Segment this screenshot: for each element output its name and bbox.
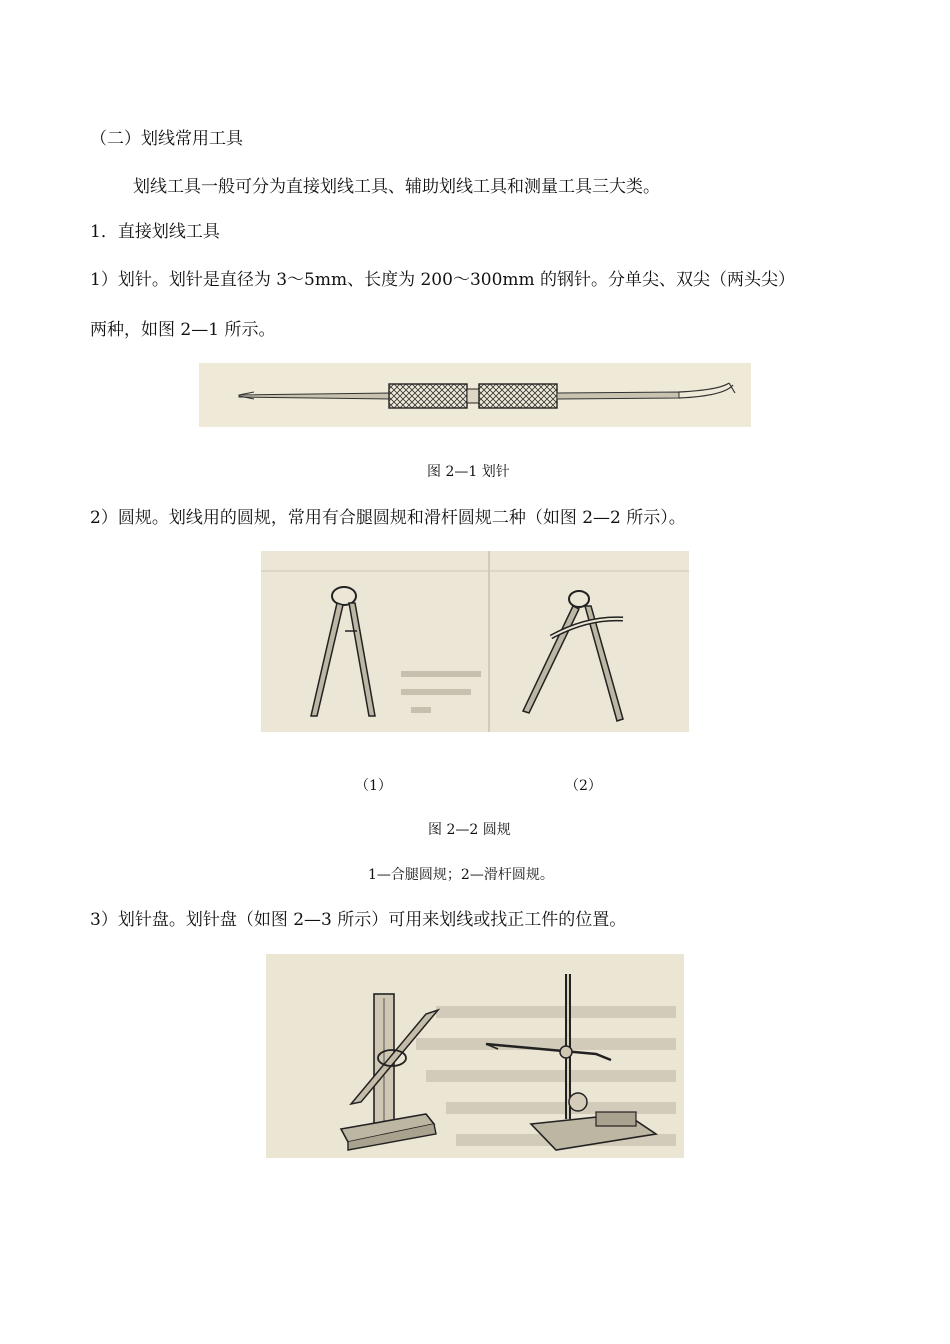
fig1-caption: 图 2—1 划针 (427, 464, 510, 480)
compass-figure (261, 551, 689, 732)
fig2-sub2-label: （2） (565, 778, 602, 794)
item1-line1: 1）划针。划针是直径为 3～5mm、长度为 200～300mm 的钢针。分单尖、双尖（两头尖） (90, 270, 796, 290)
fig2-note: 1—合腿圆规；2—滑杆圆规。 (368, 867, 554, 883)
scribing-block-figure (266, 954, 684, 1158)
item3-text: 3）划针盘。划针盘（如图 2—3 所示）可用来划线或找正工件的位置。 (90, 910, 627, 930)
subheading-direct-tools: 1．直接划线工具 (90, 222, 220, 242)
intro-paragraph: 划线工具一般可分为直接划线工具、辅助划线工具和测量工具三大类。 (133, 177, 660, 197)
item2-text: 2）圆规。划线用的圆规，常用有合腿圆规和滑杆圆规二种（如图 2—2 所示）。 (90, 508, 686, 528)
fig2-sub1-label: （1） (355, 778, 392, 794)
section-heading: （二）划线常用工具 (90, 129, 243, 149)
scriber-figure (199, 363, 751, 427)
item1-line2: 两种，如图 2—1 所示。 (90, 320, 276, 340)
fig2-caption: 图 2—2 圆规 (428, 822, 511, 838)
